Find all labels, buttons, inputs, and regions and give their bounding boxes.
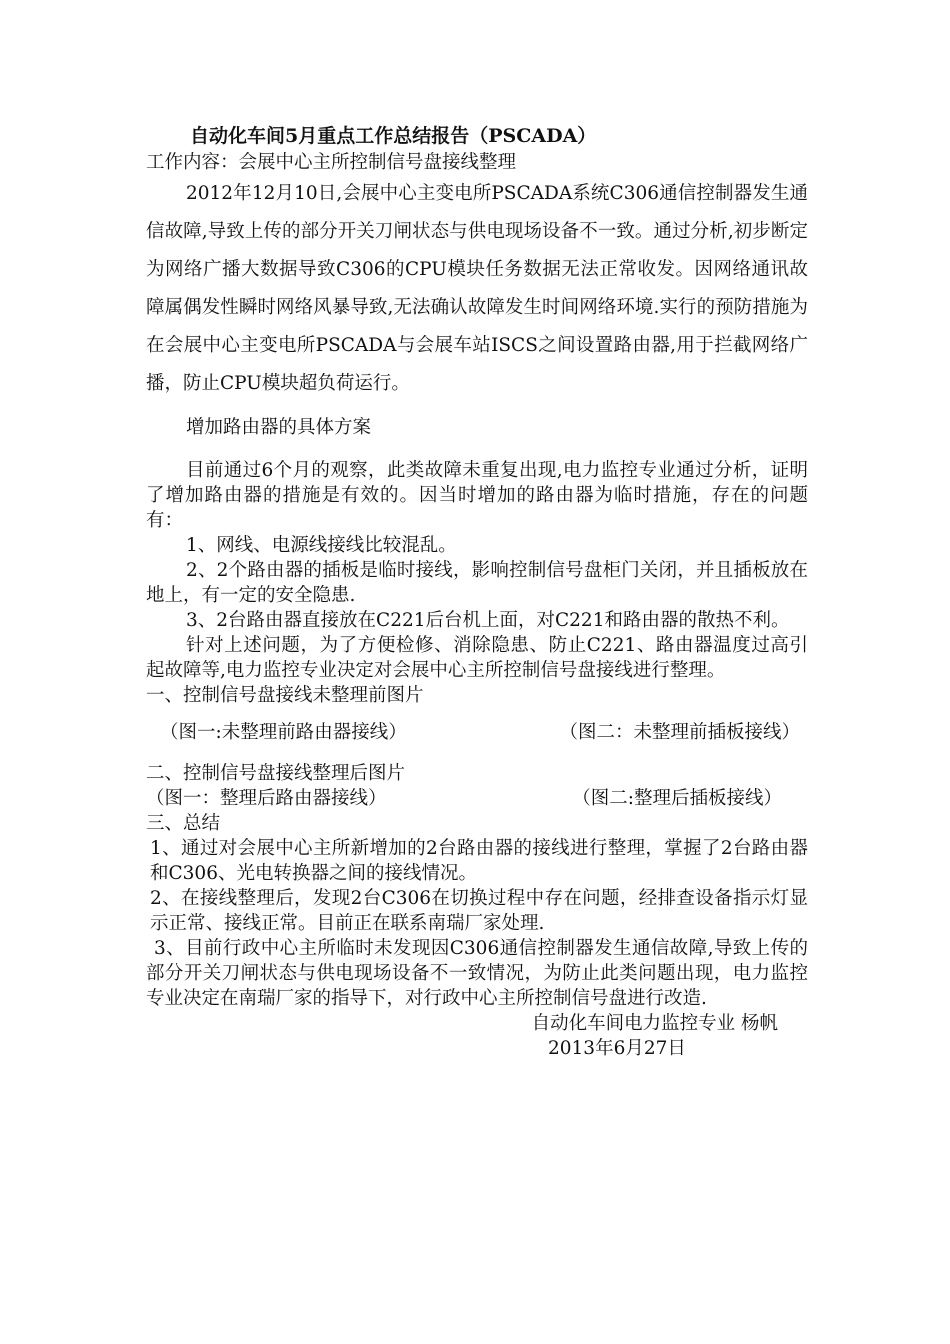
work-content-line: 工作内容：会展中心主所控制信号盘接线整理 [146,152,517,173]
observation-paragraph: 目前通过6个月的观察，此类故障未重复出现,电力监控专业通过分析，证明了增加路由器的措施是有效的。因当时增加的路由器为临时措施，存在的问题有： [146,460,808,531]
caption-before-powerstrip: （图二：未整理前插板接线） [559,722,800,743]
decision-paragraph: 针对上述问题，为了方便检修、消除隐患、防止C221、路由器温度过高引起故障等,电力监控专业决定对会展中心主所控制信号盘接线进行整理。 [146,635,808,681]
problem-item-1: 1、网线、电源线接线比较混乱。 [186,535,457,556]
section-three-heading: 三、总结 [146,813,221,834]
signature: 自动化车间电力监控专业 杨帆 [531,1013,778,1034]
section-one-captions [146,720,808,745]
summary-item-2: 2、在接线整理后，发现2台C306在切换过程中存在问题，经排查设备指示灯显示正常、接线正常。目前正在联系南瑞厂家处理. [150,888,808,934]
plan-heading: 增加路由器的具体方案 [186,417,372,438]
report-date: 2013年6月27日 [548,1038,686,1059]
spacer [146,708,808,720]
intro-paragraph: 2012年12月10日,会展中心主变电所PSCADA系统C306通信控制器发生通信故障,导致上传的部分开关刀闸状态与供电现场设备不一致。通过分析,初步断定为网络广播大数据导致C306的CPU模块任务数据无法正常收发。因网络通讯故障属偶发性瞬时网络风暴导致,无法确认故障发生时间网络环境.实行的预防措施为在会展中心主变电所PSCADA与会展车站ISCS之间设置路由器,用于拦截网络广播，防止CPU模块超负荷运行。 [146,183,808,394]
section-two-heading: 二、控制信号盘接线整理后图片 [146,763,406,784]
document-body [146,122,808,1061]
summary-item-3: 3、目前行政中心主所临时未发现因C306通信控制器发生通信故障,导致上传的部分开关刀闸状态与供电现场设备不一致情况，为防止此类问题出现，电力监控专业决定在南瑞厂家的指导下，对行政中心主所控制信号盘进行改造. [146,938,808,1009]
section-two-captions [146,786,808,811]
report-title: 自动化车间5月重点工作总结报告（PSCADA） [190,125,597,147]
problem-item-2: 2、2个路由器的插板是临时接线，影响控制信号盘柜门关闭，并且插板放在地上，有一定的安全隐患. [146,560,808,606]
spacer [146,403,808,415]
problem-item-3: 3、2台路由器直接放在C221后台机上面，对C221和路由器的散热不利。 [186,610,790,631]
section-one-heading: 一、控制信号盘接线未整理前图片 [146,685,424,706]
caption-after-router: （图一：整理后路由器接线） [146,788,387,809]
spacer [146,440,808,458]
caption-after-powerstrip: （图二:整理后插板接线） [572,788,782,809]
spacer [146,745,808,761]
summary-item-1: 1、通过对会展中心主所新增加的2台路由器的接线进行整理，掌握了2台路由器和C306、光电转换器之间的接线情况。 [150,838,808,884]
caption-before-router: （图一:未整理前路由器接线） [160,722,407,743]
